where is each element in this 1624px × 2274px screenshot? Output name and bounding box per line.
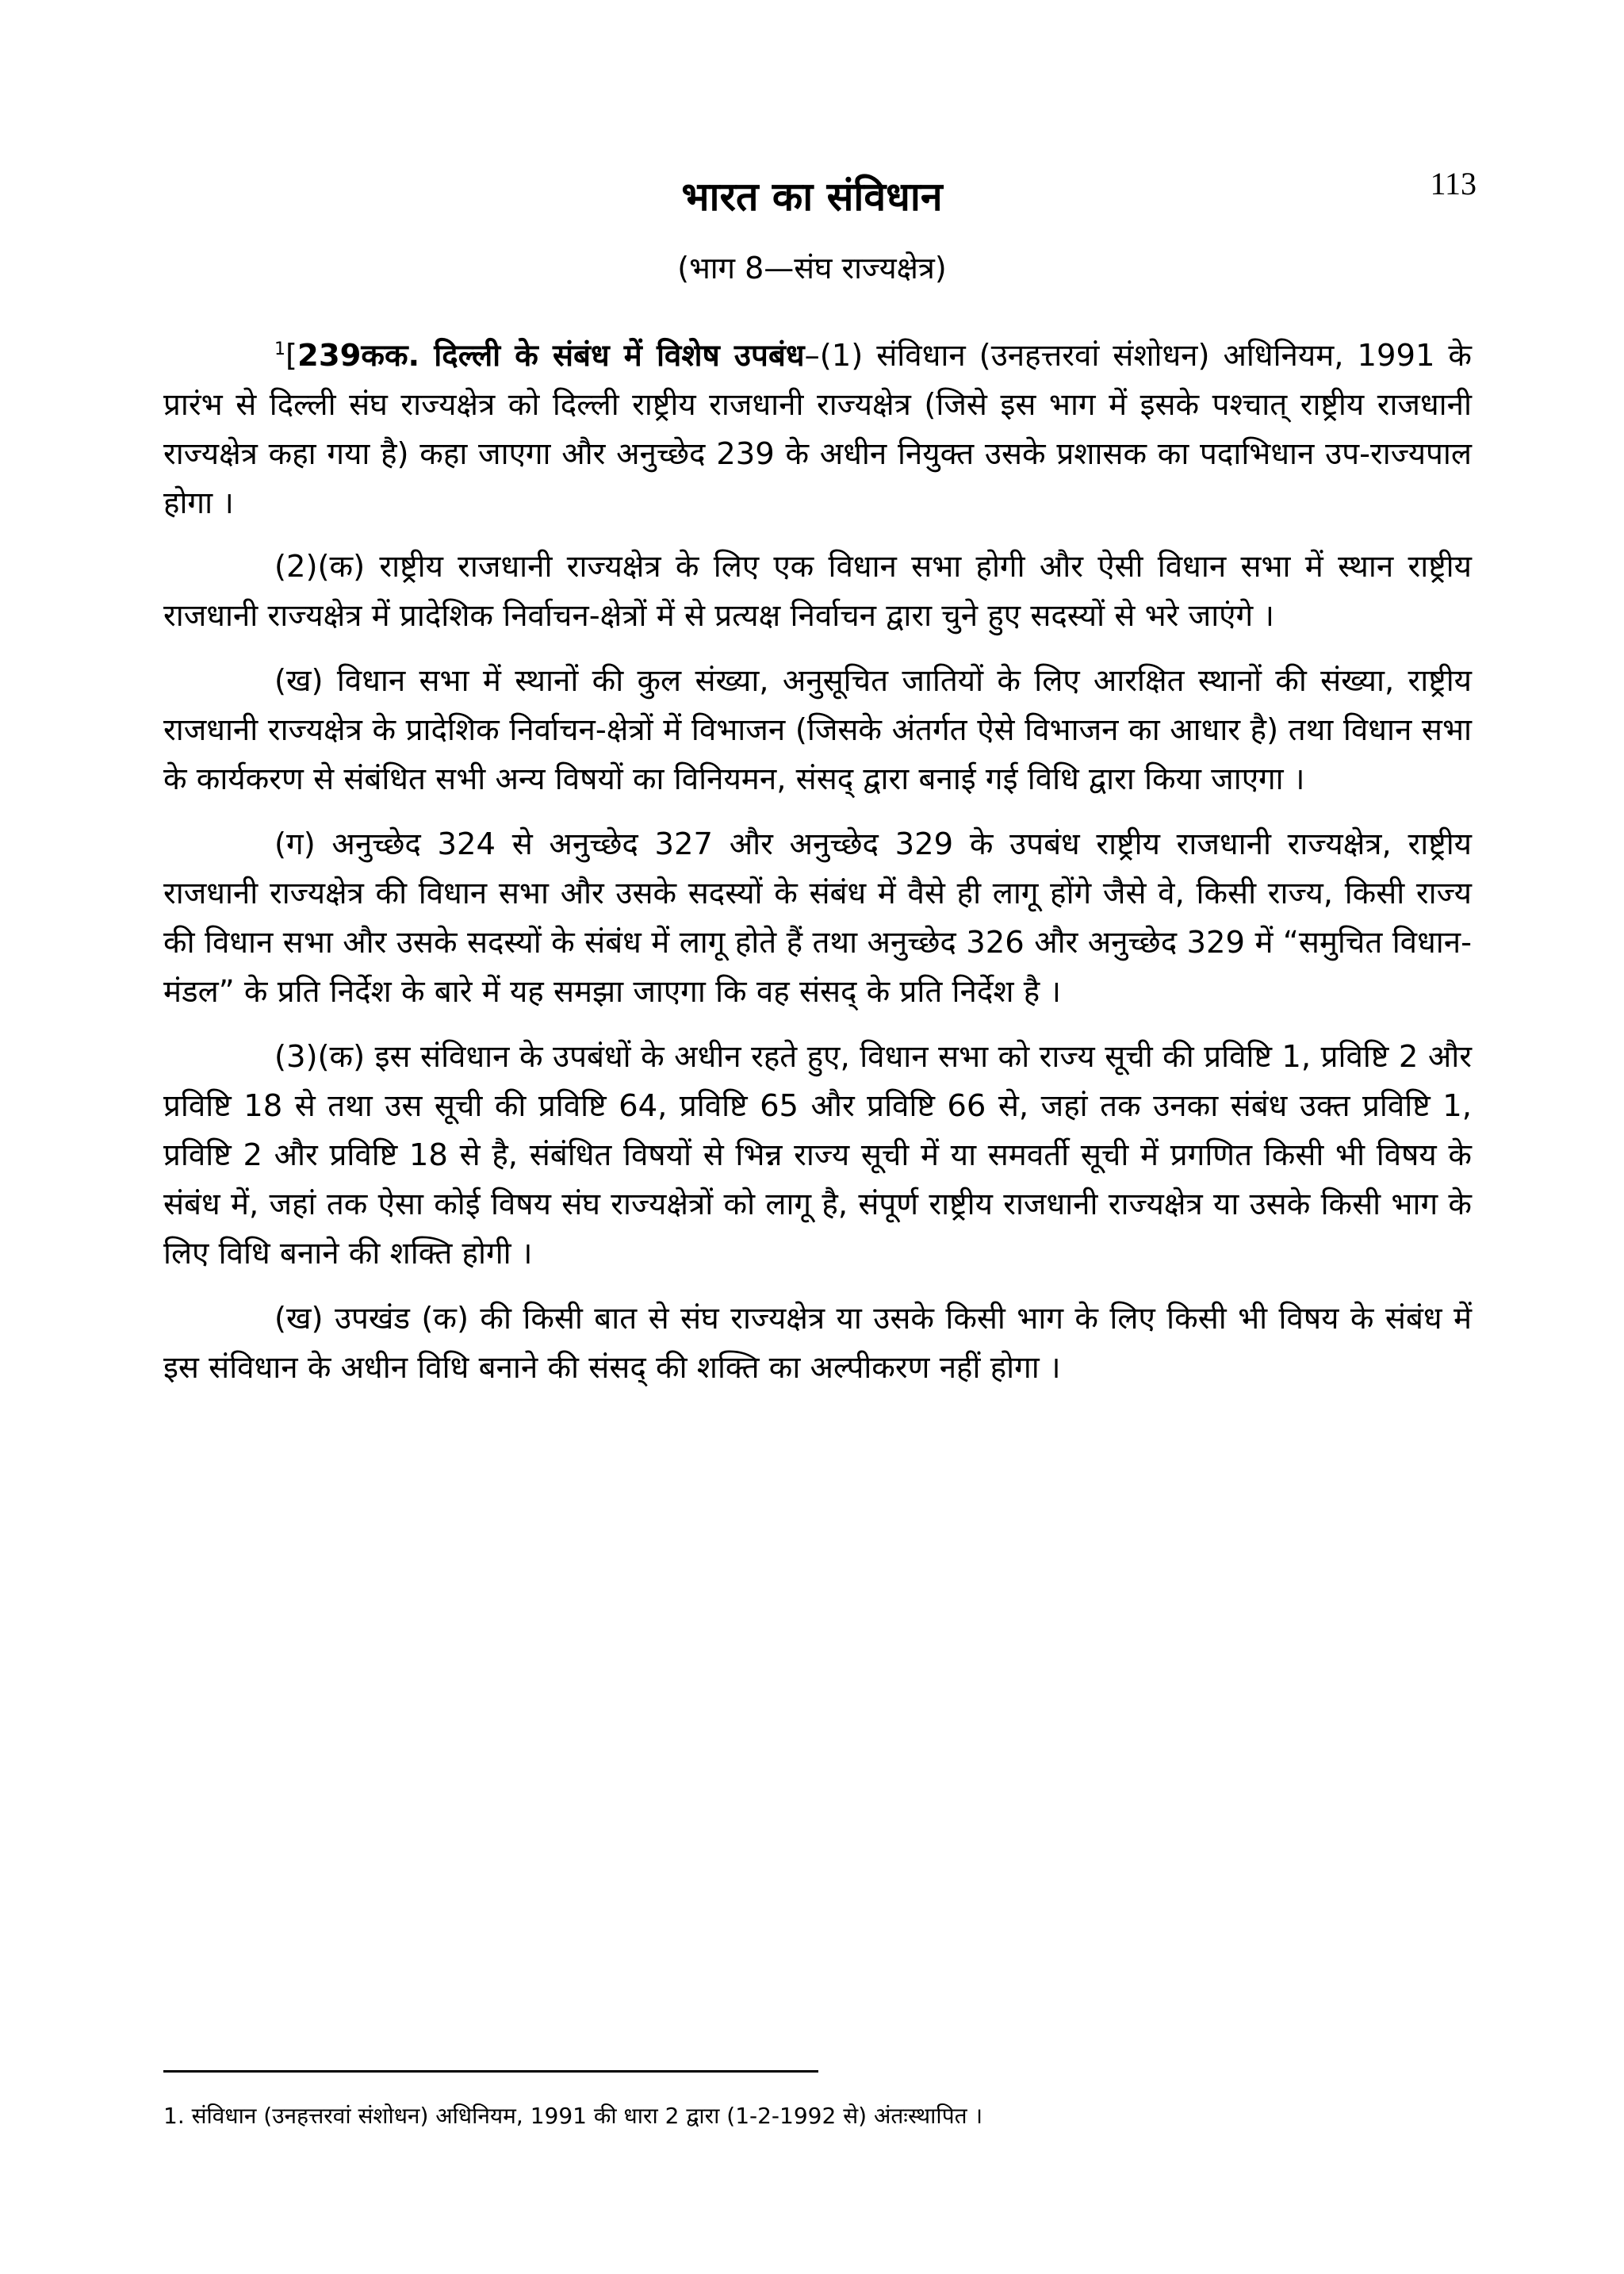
clause-2c-paragraph: (ग) अनुच्छेद 324 से अनुच्छेद 327 और अनुच्छेद 329 के उपबंध राष्ट्रीय राजधानी राज्यक्षेत्र, राष्ट्रीय राजधानी राज्यक्षेत्र की विधान सभा और उसके सदस्यों के संबंध में वैसे ही लागू होंगे जैसे वे, किसी राज्य, किसी राज्य की विधान सभा और उसके सदस्यों के संबंध में लागू होते हैं तथा अनुच्छेद 326 और अनुच्छेद 329 में “समुचित विधान-मंडल” के प्रति निर्देश के बारे में यह समझा जाएगा कि वह संसद् के प्रति निर्देश है ।: [163, 826, 1472, 1010]
open-bracket: [: [285, 338, 298, 374]
page-number: 113: [1430, 166, 1477, 201]
clause-2a-paragraph: (2)(क) राष्ट्रीय राजधानी राज्यक्षेत्र के लिए एक विधान सभा होगी और ऐसी विधान सभा में स्थान राष्ट्रीय राजधानी राज्यक्षेत्र में प्रादेशिक निर्वाचन-क्षेत्रों में से प्रत्यक्ष निर्वाचन द्वारा चुने हुए सदस्यों से भरे जाएंगे ।: [163, 549, 1472, 634]
page-title: भारत का संविधान: [681, 174, 943, 220]
clause-1-text: –(1) संविधान (उनहत्तरवां संशोधन) अधिनियम, 1991 के प्रारंभ से दिल्ली संघ राज्यक्षेत्र को दिल्ली राष्ट्रीय राजधानी राज्यक्षेत्र (जिसे इस भाग में इसके पश्चात् राष्ट्रीय राजधानी राज्यक्षेत्र कहा गया है) कहा जाएगा और अनुच्छेद 239 के अधीन नियुक्त उसके प्रशासक का पदाभिधान उप-राज्यपाल होगा ।: [163, 338, 1472, 521]
clause-1-paragraph: [163, 332, 1472, 528]
clause-3b-paragraph: (ख) उपखंड (क) की किसी बात से संघ राज्यक्षेत्र या उसके किसी भाग के लिए किसी भी विषय के संबंध में इस संविधान के अधीन विधि बनाने की संसद् की शक्ति का अल्पीकरण नहीं होगा ।: [163, 1301, 1472, 1386]
footnote-text: 1. संविधान (उनहत्तरवां संशोधन) अधिनियम, 1991 की धारा 2 द्वारा (1-2-1992 से) अंतःस्थापित ।: [163, 2103, 983, 2129]
section-heading: 239कक. दिल्ली के संबंध में विशेष उपबंध: [297, 338, 805, 374]
footnote-marker[interactable]: 1: [274, 339, 285, 360]
clause-2b-paragraph: (ख) विधान सभा में स्थानों की कुल संख्या, अनुसूचित जातियों के लिए आरक्षित स्थानों की संख्या, राष्ट्रीय राजधानी राज्यक्षेत्र के प्रादेशिक निर्वाचन-क्षेत्रों में विभाजन (जिसके अंतर्गत ऐसे विभाजन का आधार है) तथा विधान सभा के कार्यकरण से संबंधित सभी अन्य विषयों का विनियमन, संसद् द्वारा बनाई गई विधि द्वारा किया जाएगा ।: [163, 663, 1472, 797]
footnote-divider: [163, 2070, 818, 2073]
page-subtitle: (भाग 8—संघ राज्यक्षेत्र): [677, 251, 947, 286]
article-body: [163, 332, 1472, 1409]
clause-3a-paragraph: (3)(क) इस संविधान के उपबंधों के अधीन रहते हुए, विधान सभा को राज्य सूची की प्रविष्टि 1, प्रविष्टि 2 और प्रविष्टि 18 से तथा उस सूची की प्रविष्टि 64, प्रविष्टि 65 और प्रविष्टि 66 से, जहां तक उनका संबंध उक्त प्रविष्टि 1, प्रविष्टि 2 और प्रविष्टि 18 से है, संबंधित विषयों से भिन्न राज्य सूची में या समवर्ती सूची में प्रगणित किसी भी विषय के संबंध में, जहां तक ऐसा कोई विषय संघ राज्यक्षेत्रों को लागू है, संपूर्ण राष्ट्रीय राजधानी राज्यक्षेत्र या उसके किसी भाग के लिए विधि बनाने की शक्ति होगी ।: [163, 1039, 1472, 1271]
